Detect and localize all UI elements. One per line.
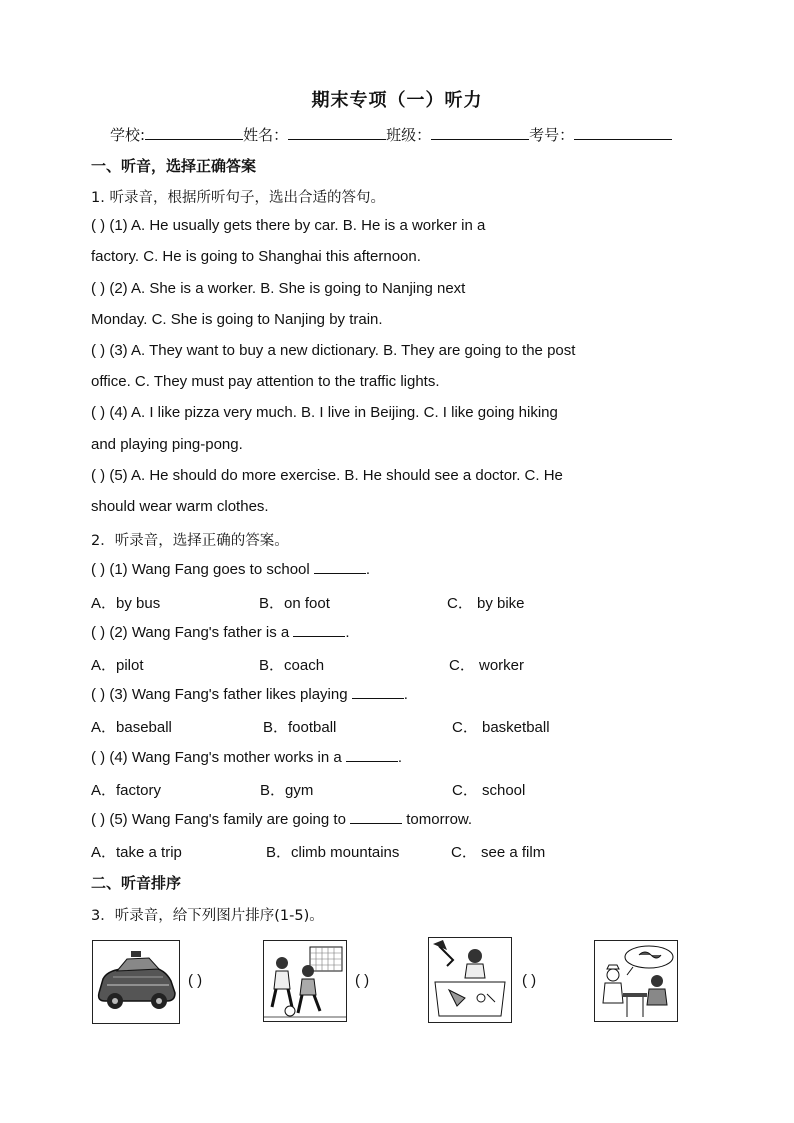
q1-item-2-line2: Monday. C. She is going to Nanjing by train.: [91, 311, 383, 328]
q1-item-1-line1: ( ) (1) A. He usually gets there by car. B. He is a worker in a: [91, 217, 486, 234]
name-label: 姓名：: [243, 126, 289, 144]
q2-item-1-option-b: B．on foot: [259, 595, 330, 612]
q2-item-4-option-c: C． school: [452, 782, 526, 799]
q2-item-2-option-c: C． worker: [449, 657, 525, 674]
q2-item-2-option-a: A．pilot: [91, 657, 144, 674]
section2-heading: 二、听音排序: [91, 874, 182, 892]
q2-item-5-option-a: A．take a trip: [91, 844, 182, 861]
q1-item-4-line2: and playing ping-pong.: [91, 436, 243, 453]
q2-item-4-option-a: A．factory: [91, 782, 162, 799]
answer-blank: [350, 810, 402, 824]
q2-item-4-end: .: [397, 749, 403, 766]
name-field[interactable]: [288, 125, 386, 140]
school-label: 学校:: [110, 126, 146, 144]
q2-item-1-option-a: A．by bus: [91, 595, 161, 612]
picture-soccer: [263, 940, 347, 1022]
q1-heading: 1. 听录音，根据所听句子，选出合适的答句。: [91, 190, 385, 206]
q2-item-5-end: tomorrow.: [402, 811, 473, 828]
q2-item-3-option-a: A．baseball: [91, 719, 172, 736]
q2-item-4-text: ( ) (4) Wang Fang's mother works in a: [91, 749, 346, 766]
class-field[interactable]: [431, 125, 529, 140]
q2-item-1-option-c: C． by bike: [447, 595, 525, 612]
q1-item-2-line1: ( ) (2) A. She is a worker. B. She is going to Nanjing next: [91, 280, 466, 297]
doctor-visit-icon: [595, 941, 677, 1021]
picture-car: [92, 940, 180, 1024]
q2-item-2-stem: [91, 623, 350, 641]
exam-number-label: 考号：: [529, 126, 575, 144]
q1-item-1-line2: factory. C. He is going to Shanghai this afternoon.: [91, 248, 421, 265]
q1-item-5-line2: should wear warm clothes.: [91, 498, 269, 515]
q2-item-3-option-c: C． basketball: [452, 719, 550, 736]
soccer-icon: [264, 941, 346, 1021]
order-blank-3: ( ): [522, 972, 537, 989]
class-label: 班级：: [386, 126, 432, 144]
order-blank-2: ( ): [355, 972, 370, 989]
q2-item-3-text: ( ) (3) Wang Fang's father likes playing: [91, 686, 352, 703]
q2-item-3-option-b: B．football: [263, 719, 337, 736]
q2-item-2-end: .: [345, 624, 350, 641]
q2-item-1-text: ( ) (1) Wang Fang goes to school: [91, 561, 314, 578]
q3-heading: 3．听录音，给下列图片排序(1-5)。: [91, 908, 324, 924]
q2-item-5-option-c: C． see a film: [451, 844, 546, 861]
q2-item-4-stem: [91, 748, 402, 766]
picture-doctor: [594, 940, 678, 1022]
q2-item-3-stem: [91, 685, 408, 703]
section1-heading: 一、听音，选择正确答案: [91, 157, 257, 175]
q2-item-2-text: ( ) (2) Wang Fang's father is a: [91, 624, 294, 641]
answer-blank: [346, 748, 398, 762]
student-info-row: [110, 124, 672, 145]
order-blank-1: ( ): [188, 972, 203, 989]
exam-number-field[interactable]: [574, 125, 672, 140]
q2-item-2-option-b: B．coach: [259, 657, 325, 674]
car-icon: [93, 941, 179, 1023]
page-title: 期末专项（一）听力: [311, 90, 483, 111]
answer-blank: [293, 623, 345, 637]
q2-heading: 2．听录音，选择正确的答案。: [91, 533, 289, 549]
answer-blank: [314, 560, 366, 574]
q1-item-3-line2: office. C. They must pay attention to the traffic lights.: [91, 373, 440, 390]
q2-item-1-stem: [91, 560, 370, 578]
q1-item-4-line1: ( ) (4) A. I like pizza very much. B. I live in Beijing. C. I like going hiking: [91, 404, 558, 421]
picture-drawing: [428, 937, 512, 1023]
q2-item-1-end: .: [365, 561, 371, 578]
q1-item-5-line1: ( ) (5) A. He should do more exercise. B. He should see a doctor. C. He: [91, 467, 563, 484]
q2-item-5-option-b: B．climb mountains: [266, 844, 400, 861]
q2-item-4-option-b: B．gym: [260, 782, 314, 799]
school-field[interactable]: [145, 125, 243, 140]
answer-blank: [352, 685, 404, 699]
q1-item-3-line1: ( ) (3) A. They want to buy a new dictionary. B. They are going to the post: [91, 342, 576, 359]
drawing-desk-icon: [429, 938, 511, 1022]
q2-item-5-stem: [91, 810, 472, 828]
q2-item-3-end: .: [403, 686, 408, 703]
q2-item-5-text: ( ) (5) Wang Fang's family are going to: [91, 811, 351, 828]
